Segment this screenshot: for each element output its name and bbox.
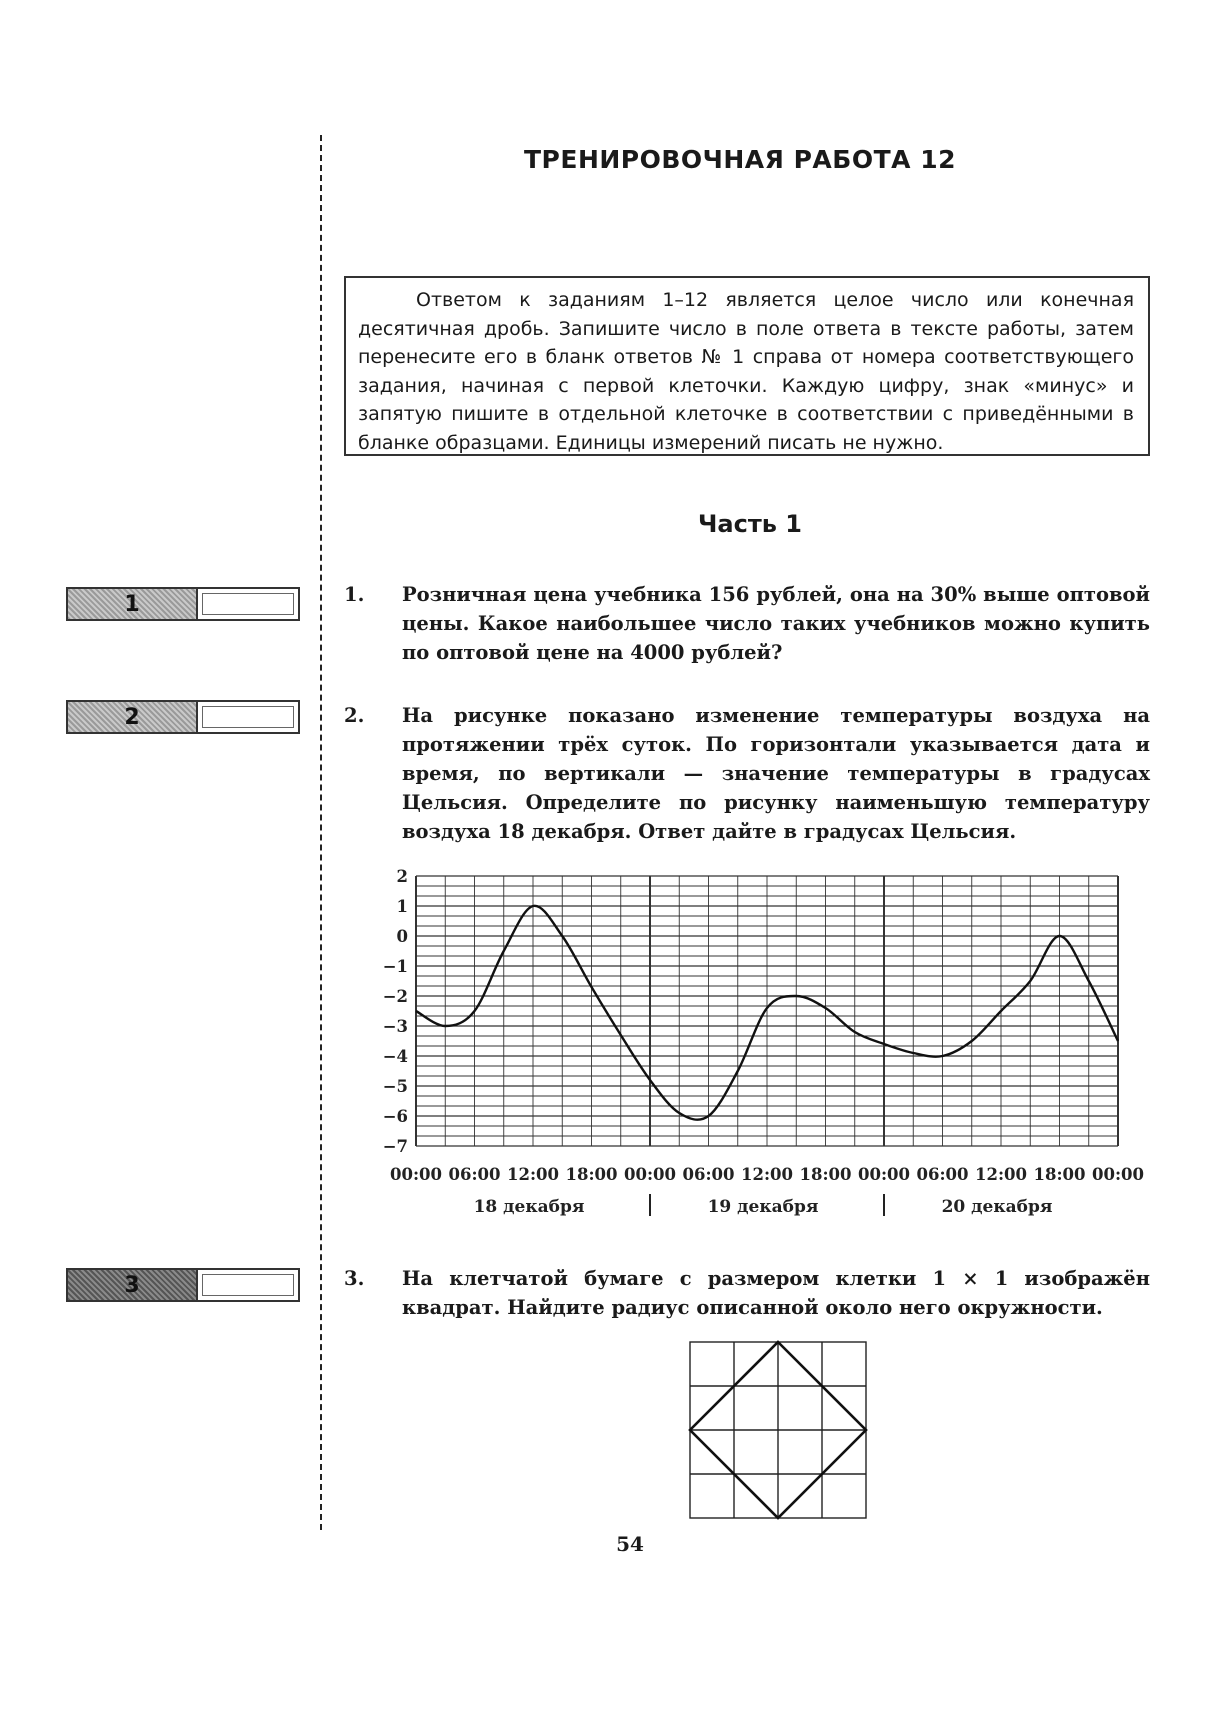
instructions-text: Ответом к заданиям 1–12 является целое число или конечная десятичная дробь. Запишите число в поле ответа в тексте работы, затем перенесите его в бланк ответов № 1 справа от номера соответствующего задания, начиная с первой клеточки. Каждую цифру, знак «минус» и запятую пишите в отдельной клеточке в соответствии с приведёнными в бланке образцами. Единицы измерений писать не нужно.	[358, 289, 1134, 454]
task-number: 3.	[344, 1267, 365, 1290]
y-tick-label: 0	[396, 927, 408, 946]
day-label: 19 декабря	[707, 1197, 819, 1217]
task-text: Розничная цена учебника 156 рублей, она на 30% выше оптовой цены. Какое наибольшее число таких учебников можно купить по оптовой цене на 4000 рублей?	[402, 583, 1150, 664]
x-tick-label: 00:00	[389, 1165, 443, 1184]
y-tick-label: −6	[382, 1107, 408, 1126]
x-tick-label: 00:00	[623, 1165, 677, 1184]
x-tick-label: 18:00	[1033, 1165, 1086, 1184]
answer-field-1[interactable]	[202, 593, 294, 615]
task-number: 2.	[344, 704, 365, 727]
y-tick-label: 1	[396, 897, 408, 916]
y-tick-label: −4	[382, 1047, 408, 1066]
x-tick-label: 00:00	[857, 1165, 911, 1184]
task-text: На клетчатой бумаге с размером клетки 1 × 1 изображён квадрат. Найдите радиус описанной около него окружности.	[402, 1267, 1150, 1319]
task-text: На рисунке показано изменение температуры воздуха на протяжении трёх суток. По горизонтали указывается дата и время, по вертикали — значение температуры в градусах Цельсия. Определите по рисунку наименьшую температуру воздуха 18 декабря. Ответ дайте в градусах Цельсия.	[402, 704, 1150, 843]
y-tick-label: −7	[382, 1137, 408, 1156]
task-2	[344, 701, 1150, 846]
square-figure	[688, 1340, 870, 1522]
y-tick-label: 2	[396, 868, 408, 886]
y-tick-label: −1	[382, 957, 408, 976]
task-number: 1.	[344, 583, 365, 606]
answer-field-3[interactable]	[202, 1274, 294, 1296]
instructions-box	[344, 276, 1150, 456]
answer-box-number: 3	[68, 1270, 198, 1300]
answer-field-2[interactable]	[202, 706, 294, 728]
temperature-chart	[380, 868, 1160, 1228]
page-number: 54	[616, 1532, 644, 1556]
answer-box-3	[66, 1268, 300, 1302]
task-3	[344, 1264, 1150, 1322]
x-tick-label: 06:00	[682, 1165, 735, 1184]
x-tick-label: 06:00	[448, 1165, 501, 1184]
x-tick-label: 12:00	[740, 1165, 794, 1184]
y-tick-label: −2	[382, 987, 408, 1006]
x-tick-label: 06:00	[916, 1165, 969, 1184]
x-tick-label: 18:00	[565, 1165, 618, 1184]
x-tick-label: 12:00	[506, 1165, 560, 1184]
page-title: ТРЕНИРОВОЧНАЯ РАБОТА 12	[524, 145, 956, 174]
answer-box-1	[66, 587, 300, 621]
answer-box-number: 2	[68, 702, 198, 732]
answer-box-2	[66, 700, 300, 734]
y-tick-label: −5	[382, 1077, 408, 1096]
answer-box-number: 1	[68, 589, 198, 619]
x-tick-label: 00:00	[1091, 1165, 1145, 1184]
part-title: Часть 1	[698, 510, 802, 538]
day-label: 18 декабря	[473, 1197, 585, 1217]
y-tick-label: −3	[382, 1017, 408, 1036]
day-label: 20 декабря	[941, 1197, 1053, 1217]
x-tick-label: 18:00	[799, 1165, 852, 1184]
x-tick-label: 12:00	[974, 1165, 1028, 1184]
task-1	[344, 580, 1150, 667]
cut-line	[320, 135, 322, 1530]
